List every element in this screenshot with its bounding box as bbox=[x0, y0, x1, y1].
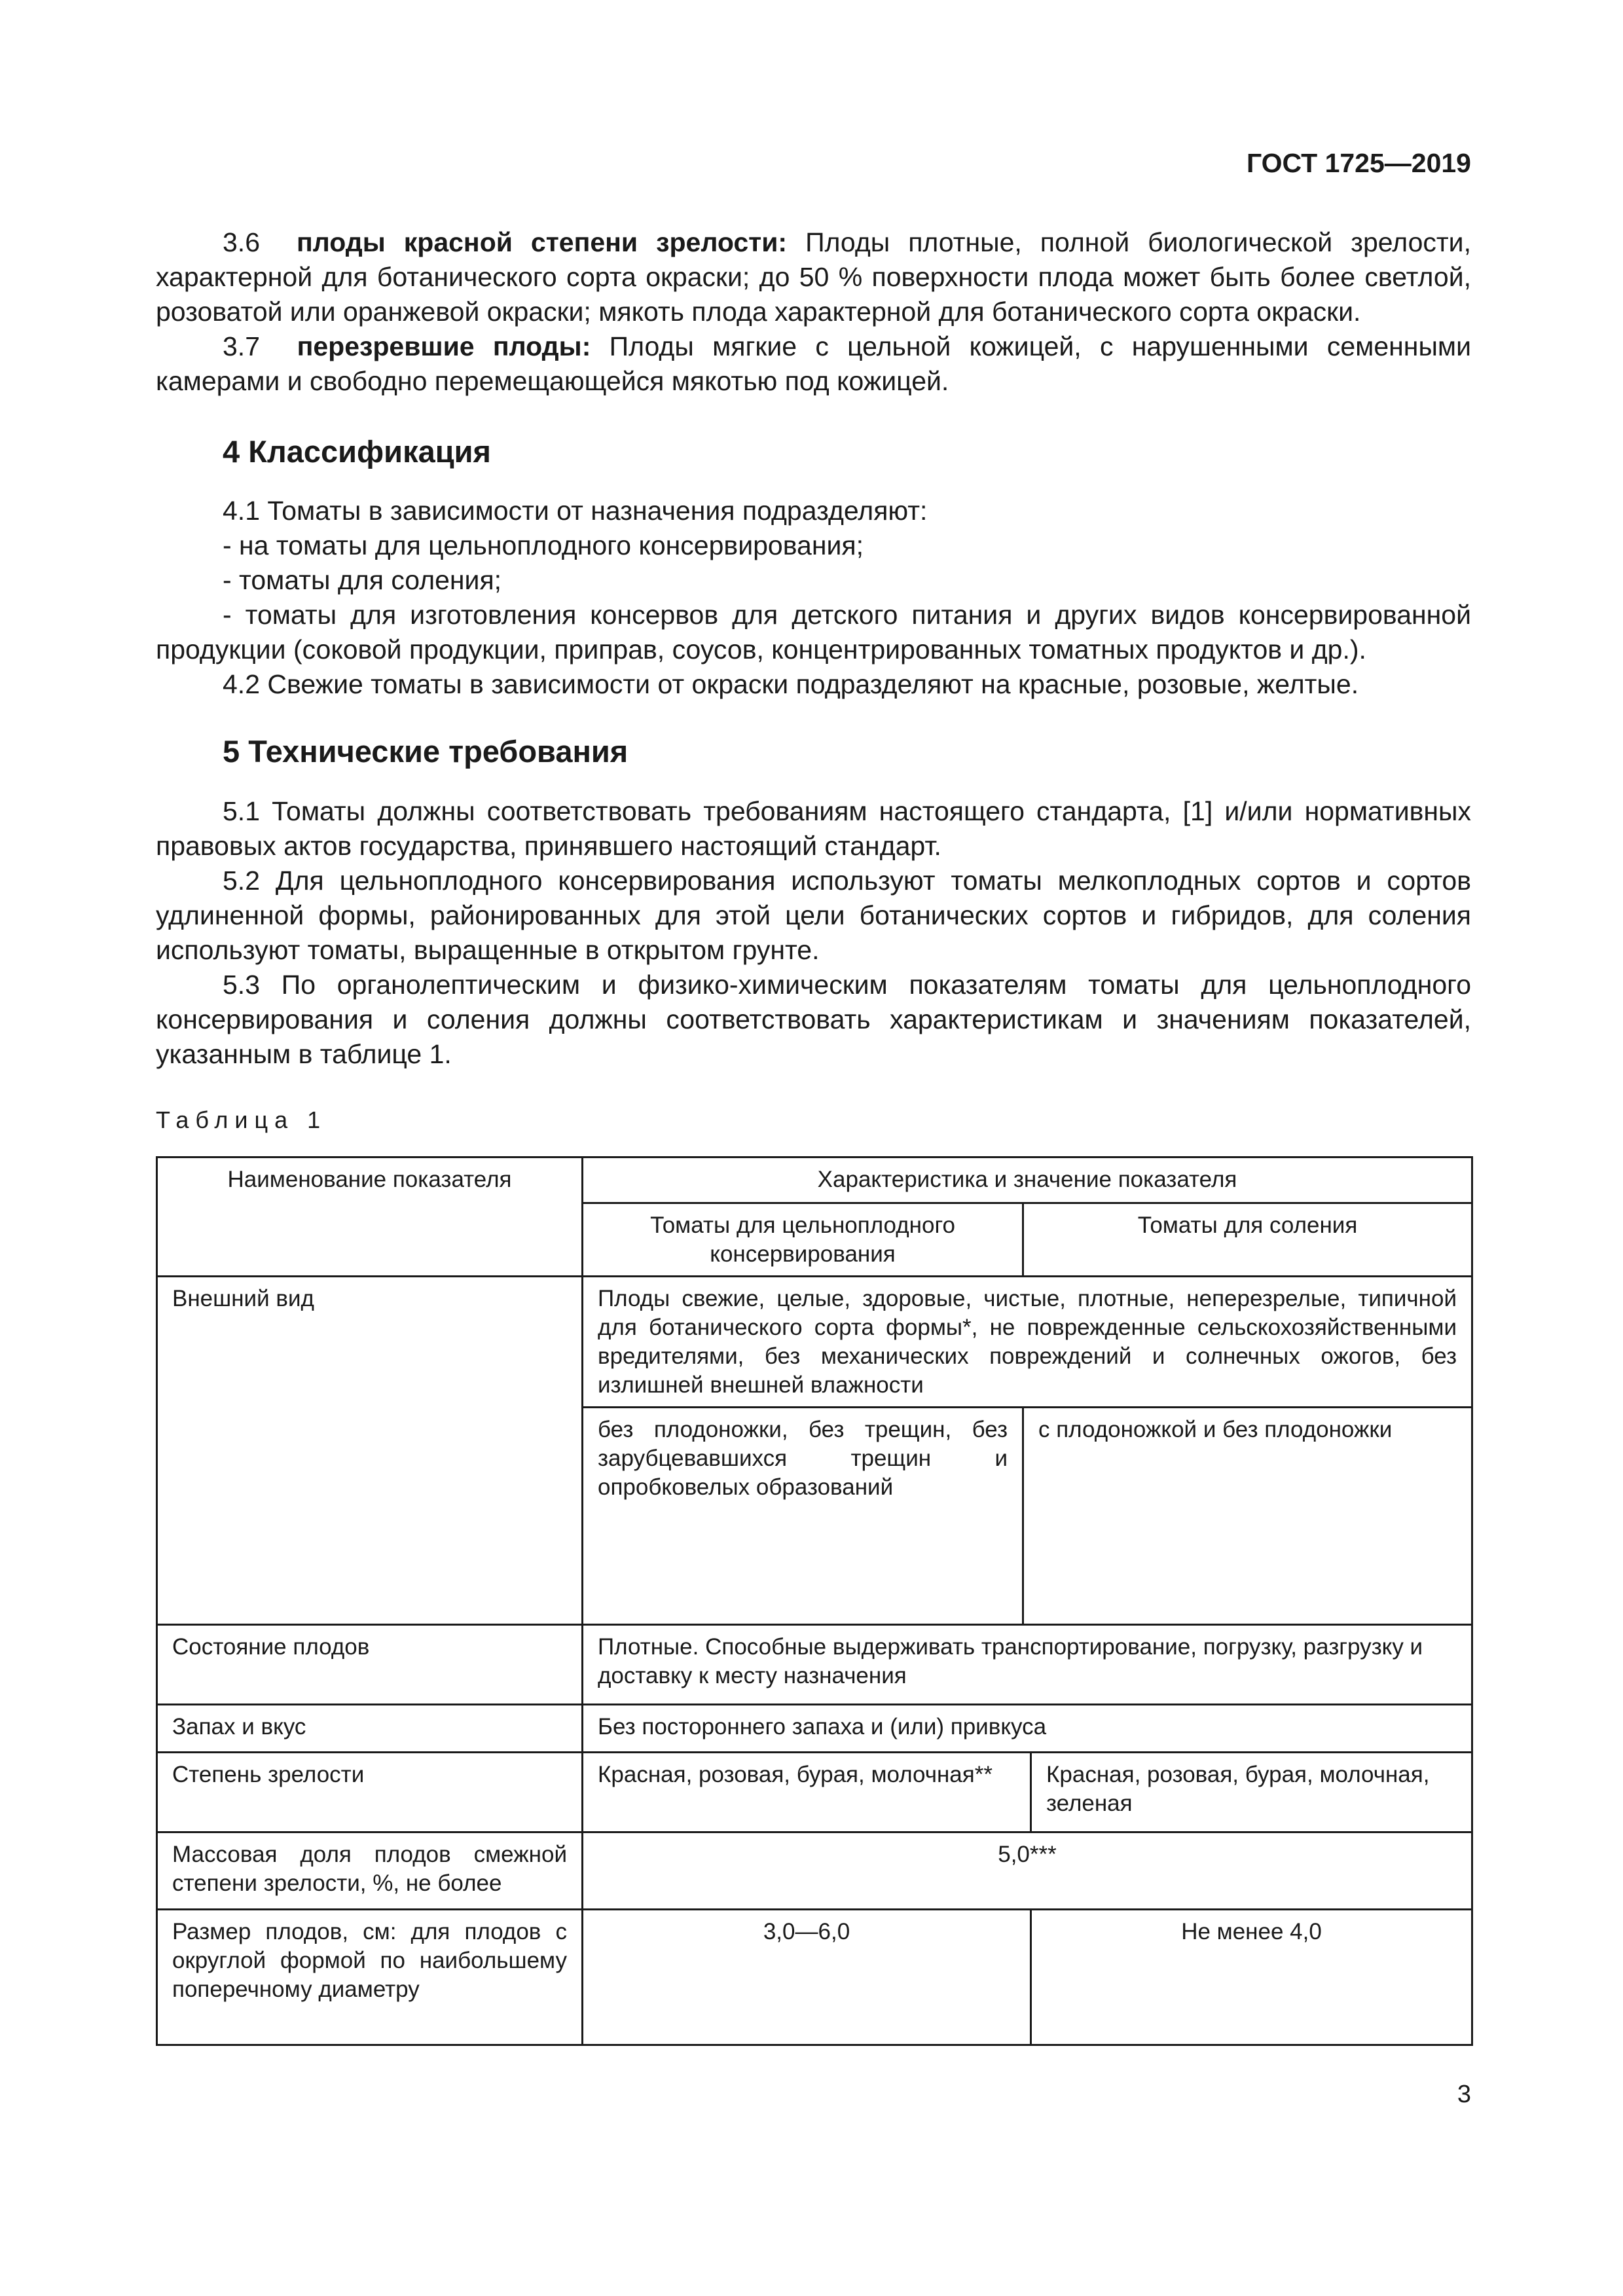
clause-number: 3.7 bbox=[223, 331, 260, 361]
page-number: 3 bbox=[1457, 2081, 1471, 2108]
row-name: Массовая доля плодов смежной степени зрелости, %, не более bbox=[157, 1832, 583, 1910]
definition-text: Плоды плотные, полной биологической зрелости, характерной для ботанического сорта окраски; до 50 % поверхности плода может быть более светлой, розоватой или оранжевой окраски; мякоть плода характерной для ботанического сорта окраски. bbox=[156, 227, 1471, 327]
term: перезревшие плоды: bbox=[297, 331, 591, 361]
table-row bbox=[157, 1832, 1472, 1910]
row-name: Запах и вкус bbox=[157, 1705, 583, 1753]
clause-5-3: 5.3 По органолептическим и физико-химическим показателям томаты для цельноплодного консервирования и соления должны соответствовать характеристикам и значениям показателей, указанным в таблице 1. bbox=[156, 970, 1471, 1069]
clause-5-2: 5.2 Для цельноплодного консервирования используют томаты мелкоплодных сортов и сортов удлиненной формы, районированных для этой цели ботанических сортов и гибридов, для соления используют томаты, выращенные в открытом грунте. bbox=[156, 866, 1471, 965]
table-1 bbox=[156, 1156, 1473, 2046]
header-col-salting: Томаты для соления bbox=[1023, 1203, 1472, 1277]
table-caption: Таблица 1 bbox=[156, 1106, 327, 1133]
row-value: Плотные. Способные выдерживать транспортирование, погрузку, разгрузку и доставку к месту назначения bbox=[583, 1625, 1472, 1705]
row-value-col2: Не менее 4,0 bbox=[1031, 1910, 1472, 2045]
definitions-block bbox=[156, 225, 1471, 399]
standard-header: ГОСТ 1725—2019 bbox=[1246, 148, 1471, 178]
header-indicator-name: Наименование показателя bbox=[157, 1157, 583, 1277]
list-item: - томаты для изготовления консервов для детского питания и других видов консервированной продукции (соковой продукции, приправ, соусов, концентрированных томатных продуктов и др.). bbox=[156, 600, 1471, 665]
definition-3-7 bbox=[156, 329, 1471, 399]
header-group: Характеристика и значение показателя bbox=[583, 1157, 1472, 1203]
table-header-row bbox=[157, 1157, 1472, 1203]
table-row bbox=[157, 1625, 1472, 1705]
table-row bbox=[157, 1753, 1472, 1832]
row-value: Без постороннего запаха и (или) привкуса bbox=[583, 1705, 1472, 1753]
section-5-body bbox=[156, 794, 1471, 1072]
table-row bbox=[157, 1705, 1472, 1753]
row-value-col1: Красная, розовая, бурая, молочная** bbox=[583, 1753, 1031, 1832]
row-value-col1: без плодоножки, без трещин, без зарубцевавшихся трещин и опробковелых образований bbox=[583, 1408, 1023, 1625]
table-row bbox=[157, 1277, 1472, 1408]
clause-4-2: 4.2 Свежие томаты в зависимости от окраски подразделяют на красные, розовые, желтые. bbox=[223, 669, 1359, 699]
section-5-title: 5 Технические требования bbox=[223, 734, 629, 769]
clause-4-1: 4.1 Томаты в зависимости от назначения подразделяют: bbox=[223, 496, 928, 526]
row-name: Внешний вид bbox=[157, 1277, 583, 1625]
section-4-title: 4 Классификация bbox=[223, 434, 491, 469]
definition-3-6 bbox=[156, 225, 1471, 329]
row-name: Размер плодов, см: для плодов с округлой формой по наибольшему поперечному диаметру bbox=[157, 1910, 583, 2045]
row-value-col2: с плодоножкой и без плодоножки bbox=[1023, 1408, 1472, 1625]
row-value-col1: 3,0—6,0 bbox=[583, 1910, 1031, 2045]
row-value-col2: Красная, розовая, бурая, молочная, зеленая bbox=[1031, 1753, 1472, 1832]
table-row bbox=[157, 1910, 1472, 2045]
row-name: Степень зрелости bbox=[157, 1753, 583, 1832]
clause-number: 3.6 bbox=[223, 227, 260, 257]
term: плоды красной степени зрелости: bbox=[296, 227, 788, 257]
header-col-whole-canning: Томаты для цельноплодного консервирования bbox=[583, 1203, 1023, 1277]
definition-text: Плоды мягкие с цельной кожицей, с нарушенными семенными камерами и свободно перемещающейся мякотью под кожицей. bbox=[156, 331, 1471, 396]
clause-5-1: 5.1 Томаты должны соответствовать требованиям настоящего стандарта, [1] и/или нормативных правовых актов государства, принявшего настоящий стандарт. bbox=[156, 796, 1471, 861]
list-item: - на томаты для цельноплодного консервирования; bbox=[223, 530, 864, 560]
list-item: - томаты для соления; bbox=[223, 565, 502, 595]
row-value: 5,0*** bbox=[583, 1832, 1472, 1910]
section-4-body bbox=[156, 494, 1471, 702]
row-value: Плоды свежие, целые, здоровые, чистые, плотные, неперезрелые, типичной для ботанического сорта формы*, не поврежденные сельскохозяйственными вредителями, без механических повреждений и солнечных ожогов, без излишней внешней влажности bbox=[583, 1277, 1472, 1408]
row-name: Состояние плодов bbox=[157, 1625, 583, 1705]
